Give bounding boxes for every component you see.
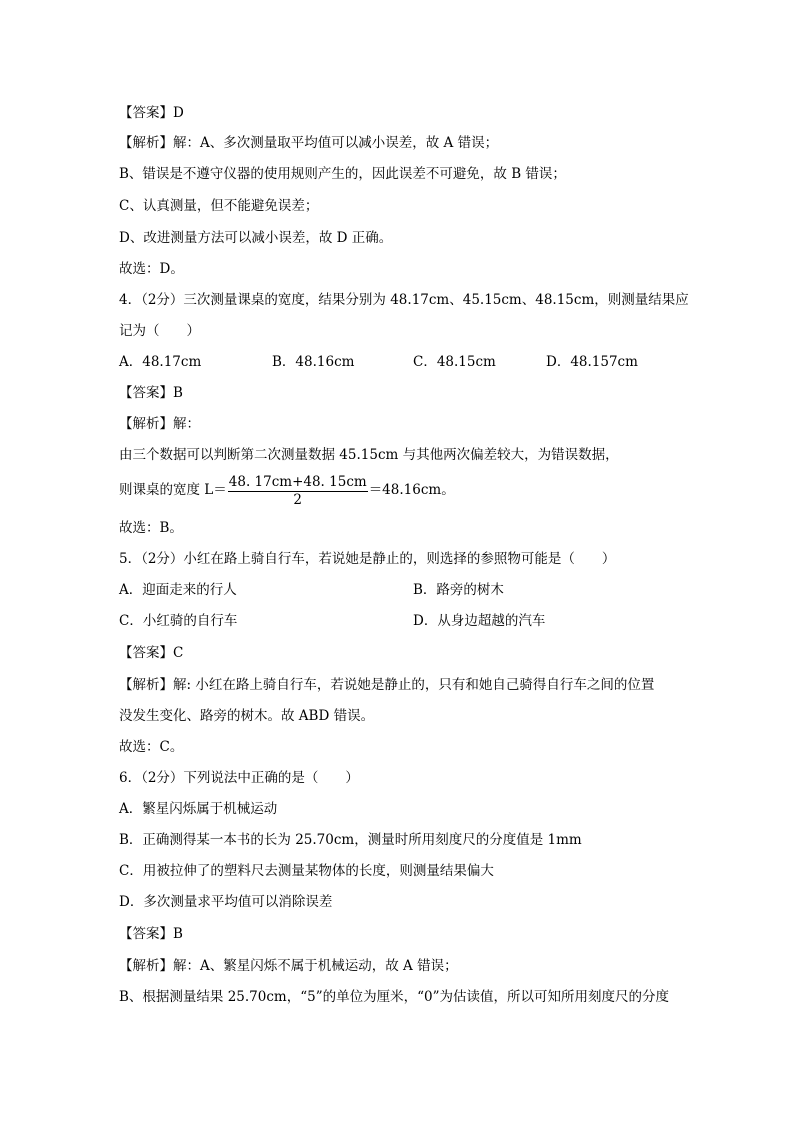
q5-option-b: B．路旁的树木 bbox=[413, 582, 504, 598]
q5-analysis-line: 【解析】解: 小红在路上骑自行车，若说她是静止的，只有和她自己骑得自行车之间的位置 bbox=[119, 677, 655, 693]
formula-prefix: 则课桌的宽度 L＝ bbox=[119, 482, 227, 498]
analysis-line: 【解析】解：A、多次测量取平均值可以减小误差，故 A 错误； bbox=[119, 135, 499, 151]
q4-option-b: B．48.16cm bbox=[272, 354, 355, 370]
q5-analysis-line: 没发生变化、路旁的树木。故 ABD 错误。 bbox=[119, 708, 375, 724]
question-4-stem-cont: 记为（ ） bbox=[119, 323, 200, 339]
question-5-stem: 5．（2分）小红在路上骑自行车，若说她是静止的，则选择的参照物可能是（ ） bbox=[119, 551, 616, 567]
question-4-stem: 4．（2分）三次测量课桌的宽度，结果分别为 48.17cm、45.15cm、48.15cm，则测量结果应 bbox=[119, 292, 689, 308]
q6-analysis-line: B、根据测量结果 25.70cm，“5”的单位为厘米，“0”为估读值，所以可知所用刻度尺的分度 bbox=[119, 989, 670, 1005]
answer-line: 【答案】D bbox=[119, 105, 184, 121]
q6-option-d: D．多次测量求平均值可以消除误差 bbox=[119, 894, 333, 910]
fraction-numerator: 48. 17cm+48. 15cm bbox=[228, 474, 367, 490]
q4-analysis-line: 由三个数据可以判断第二次测量数据 45.15cm 与其他两次偏差较大，为错误数据， bbox=[119, 447, 619, 463]
q4-formula-line bbox=[119, 472, 684, 508]
q4-select: 故选：B。 bbox=[119, 520, 183, 536]
fraction bbox=[228, 474, 368, 509]
formula-suffix: ＝48.16cm。 bbox=[368, 482, 455, 498]
analysis-line: C、认真测量，但不能避免误差； bbox=[119, 198, 319, 214]
q6-option-a: A．繁星闪烁属于机械运动 bbox=[119, 801, 278, 817]
q5-option-c: C．小红骑的自行车 bbox=[119, 613, 238, 629]
fraction-denominator: 2 bbox=[293, 492, 303, 508]
q6-analysis-line: 【解析】解：A、繁星闪烁不属于机械运动，故 A 错误； bbox=[119, 958, 458, 974]
analysis-line: D、改进测量方法可以减小误差，故 D 正确。 bbox=[119, 230, 393, 246]
q4-option-c: C．48.15cm bbox=[413, 354, 496, 370]
q4-answer: 【答案】B bbox=[119, 385, 183, 401]
q4-option-d: D．48.157cm bbox=[546, 354, 638, 370]
q4-option-a: A．48.17cm bbox=[119, 354, 202, 370]
select-line: 故选：D。 bbox=[119, 261, 184, 277]
question-6-stem: 6．（2分）下列说法中正确的是（ ） bbox=[119, 770, 359, 786]
q5-option-d: D．从身边超越的汽车 bbox=[413, 613, 546, 629]
q4-analysis-label: 【解析】解： bbox=[119, 416, 200, 432]
q6-option-c: C．用被拉伸了的塑料尺去测量某物体的长度，则测量结果偏大 bbox=[119, 863, 494, 879]
q5-option-a: A．迎面走来的行人 bbox=[119, 582, 237, 598]
q6-answer: 【答案】B bbox=[119, 926, 183, 942]
q5-answer: 【答案】C bbox=[119, 645, 184, 661]
analysis-line: B、错误是不遵守仪器的使用规则产生的，因此误差不可避免，故 B 错误； bbox=[119, 166, 566, 182]
q6-option-b: B．正确测得某一本书的长为 25.70cm，测量时所用刻度尺的分度值是 1mm bbox=[119, 832, 582, 848]
q5-select: 故选：C。 bbox=[119, 739, 184, 755]
